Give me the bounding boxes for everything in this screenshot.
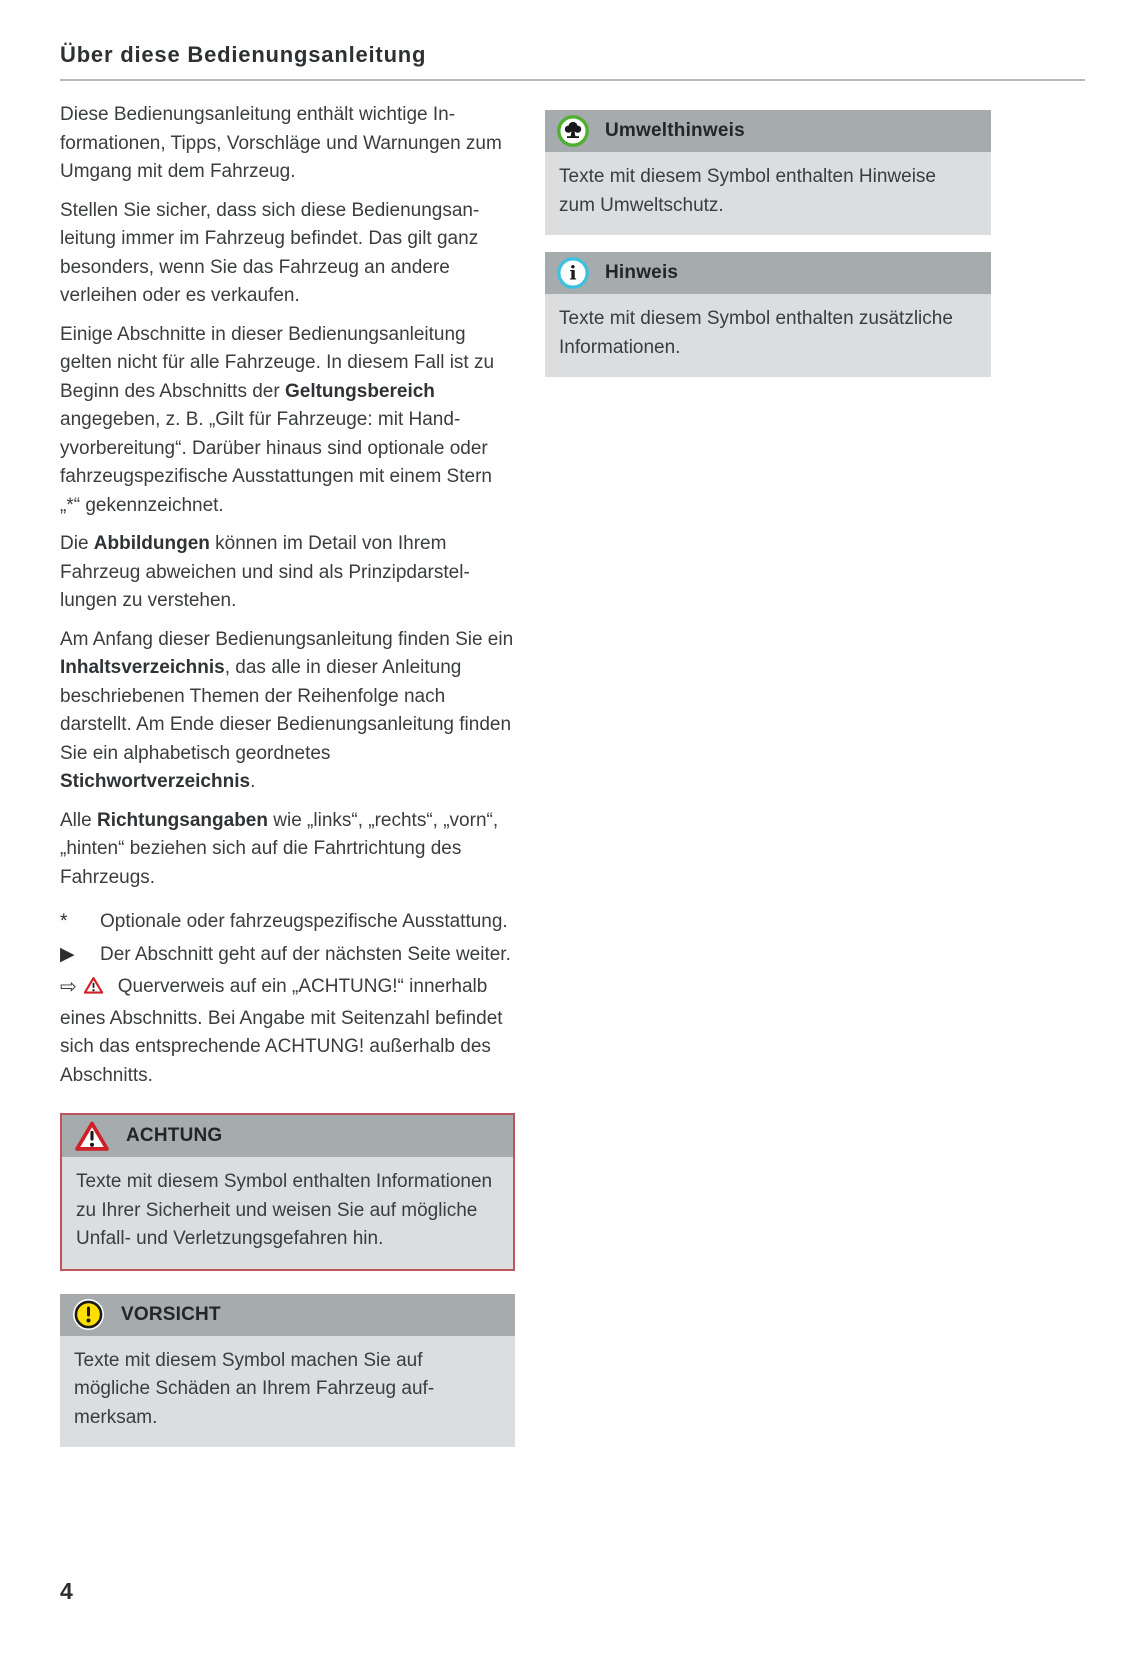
paragraph: Alle Richtungsangaben wie „links“, „rechts“, „vorn“, „hinten“ beziehen sich auf die Fahrtrichtung des Fahrzeugs. bbox=[60, 809, 499, 888]
warning-triangle-icon bbox=[83, 979, 104, 1000]
crossref-paragraph bbox=[60, 973, 515, 1090]
note-box-body: Texte mit diesem Symbol enthalten zusätzliche Informationen. bbox=[545, 294, 991, 377]
asterisk-marker: * bbox=[60, 911, 68, 932]
caution-box-title: VORSICHT bbox=[121, 1303, 221, 1325]
list-item-text: Optionale oder fahrzeugspezifische Ausstattung. bbox=[100, 911, 508, 932]
paragraph: Einige Abschnitte in dieser Bedienungsanleitung gelten nicht für alle Fahrzeuge. In diesem Fall ist zu Beginn des Abschnitts der Geltungsbereich angegeben, z. B. „Gilt für Fahrzeuge: mit Handyvorbereitung“. Darüber hinaus sind optionale oder fahrzeugspezifische Ausstattungen mit einem Stern „*“ gekennzeichnet. bbox=[60, 323, 495, 516]
tree-eco-icon bbox=[557, 115, 589, 147]
attention-box-header bbox=[62, 1115, 513, 1157]
page-number: 4 bbox=[60, 1578, 73, 1604]
environment-note-box bbox=[545, 110, 991, 235]
warning-triangle-icon bbox=[74, 1121, 110, 1152]
right-column bbox=[545, 110, 991, 394]
paragraph: Am Anfang dieser Bedienungsanleitung finden Sie ein Inhaltsverzeichnis, das alle in dieser Anleitung beschriebenen Themen der Reihenfolge nach darstellt. Am Ende dieser Bedienungsanleitung finden Sie ein alphabetisch geordnetes Stichwortverzeichnis. bbox=[60, 628, 514, 792]
attention-box-body: Texte mit diesem Symbol enthalten Informationen zu Ihrer Sicherheit und weisen Sie auf mögliche Unfall- und Verletzungsgefahren hin. bbox=[62, 1157, 513, 1269]
environment-note-header bbox=[545, 110, 991, 152]
environment-note-title: Umwelthinweis bbox=[605, 120, 745, 141]
caution-box-header bbox=[60, 1294, 515, 1336]
caution-exclamation-icon bbox=[72, 1298, 105, 1331]
attention-box-title: ACHTUNG bbox=[126, 1125, 223, 1146]
caution-box bbox=[60, 1294, 515, 1448]
info-icon bbox=[557, 257, 589, 289]
page-header bbox=[60, 42, 1085, 81]
note-box bbox=[545, 252, 991, 377]
paragraph: Diese Bedienungsanleitung enthält wichtige Informationen, Tipps, Vorschläge und Warnungen zum Umgang mit dem Fahrzeug. bbox=[60, 104, 502, 182]
legend-list bbox=[60, 908, 515, 969]
paragraph: Stellen Sie sicher, dass sich diese Bedienungsanleitung immer im Fahrzeug befindet. Das gilt ganz besonders, wenn Sie das Fahrzeug an andere verleihen oder es verkaufen. bbox=[60, 199, 480, 306]
list-item bbox=[60, 908, 515, 937]
crossref-text: Querverweis auf ein „ACHTUNG!“ innerhalb eines Abschnitts. Bei Angabe mit Seitenzahl befindet sich das entsprechende ACHTUNG! außerhalb des Abschnitts. bbox=[60, 976, 503, 1086]
environment-note-body: Texte mit diesem Symbol enthalten Hinweise zum Umweltschutz. bbox=[545, 152, 991, 235]
left-column bbox=[60, 101, 515, 1447]
note-box-header bbox=[545, 252, 991, 294]
header-rule bbox=[60, 79, 1085, 81]
paragraph: Die Abbildungen können im Detail von Ihrem Fahrzeug abweichen und sind als Prinzipdarstellungen zu verstehen. bbox=[60, 533, 470, 611]
crossref-arrow-icon: ⇨ bbox=[60, 976, 77, 998]
triangle-marker: ▶ bbox=[60, 943, 75, 965]
list-item bbox=[60, 941, 515, 970]
list-item-text: Der Abschnitt geht auf der nächsten Seite weiter. bbox=[100, 943, 511, 965]
caution-box-body: Texte mit diesem Symbol machen Sie auf mögliche Schäden an Ihrem Fahrzeug aufmerksam. bbox=[60, 1336, 515, 1448]
attention-box bbox=[60, 1113, 515, 1271]
svg-text:i: i bbox=[569, 262, 577, 285]
note-box-title: Hinweis bbox=[605, 262, 679, 283]
page-title: Über diese Bedienungsanleitung bbox=[60, 42, 427, 67]
